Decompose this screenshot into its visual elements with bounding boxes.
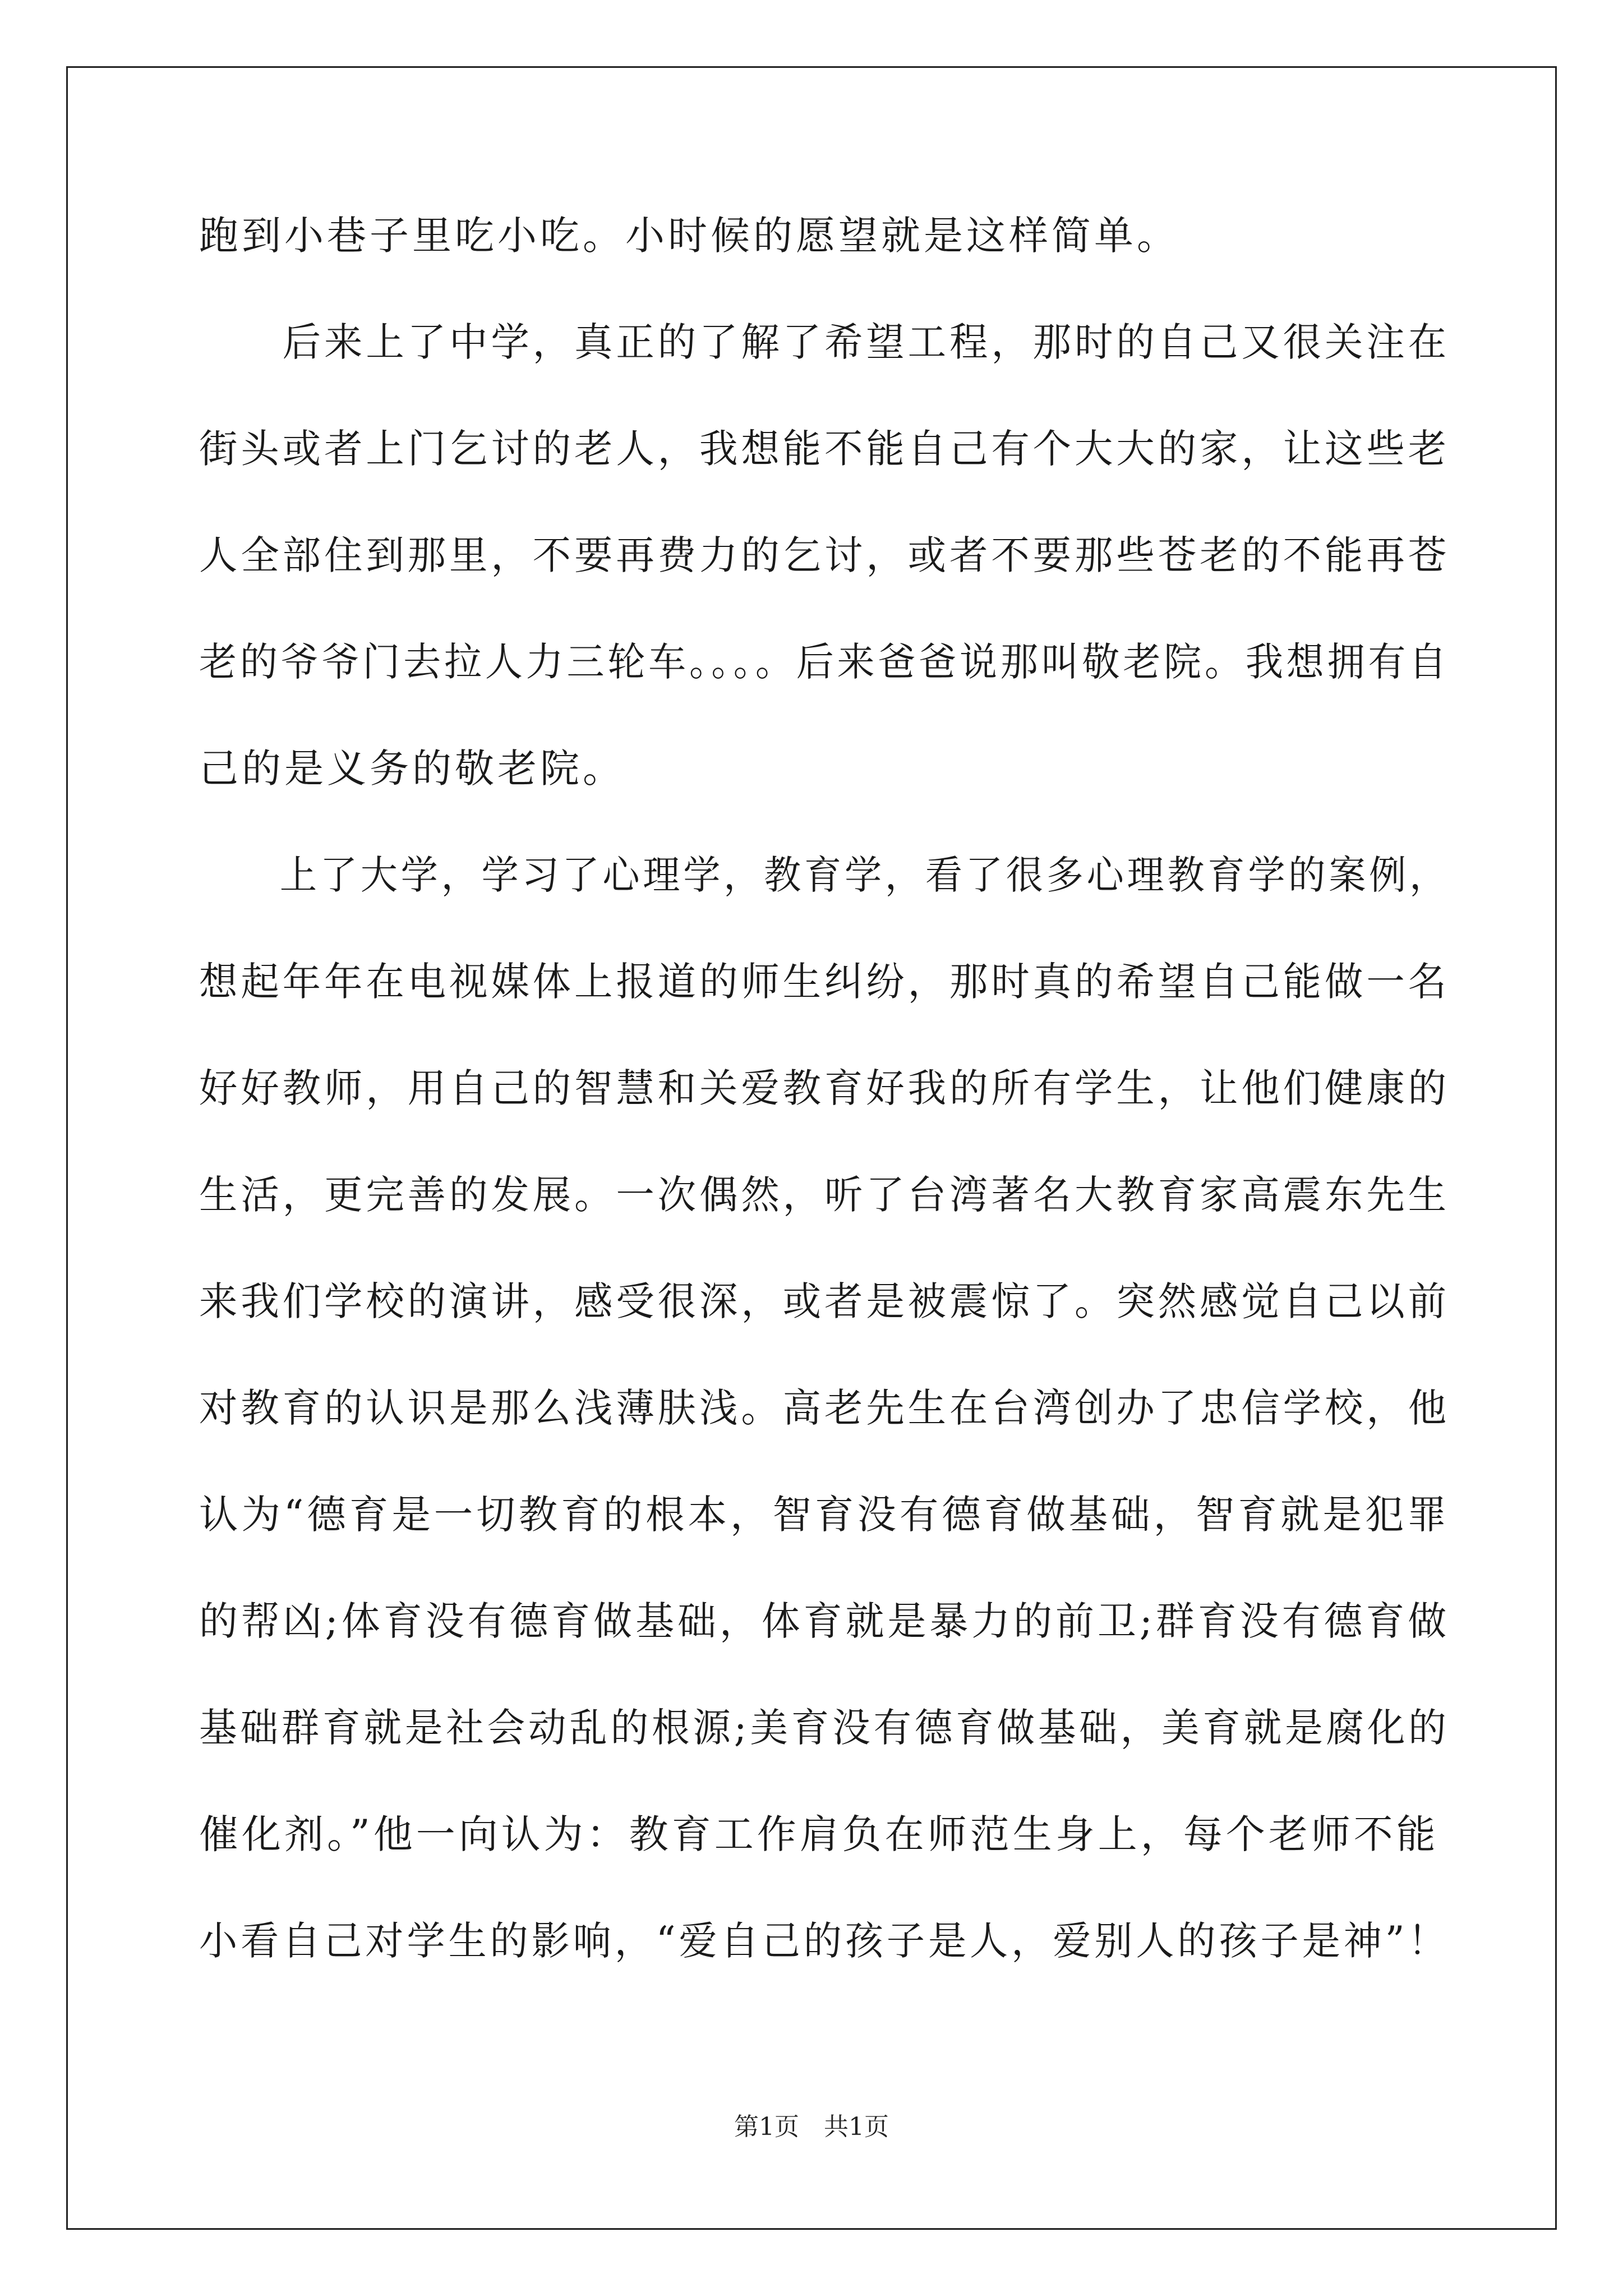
text-line: 己的是义务的敬老院。 xyxy=(199,746,625,792)
text-line: 催化剂。”他一向认为：教育工作肩负在师范生身上，每个老师不能 xyxy=(199,1811,1439,1857)
text-line: 认为“德育是一切教育的根本，智育没有德育做基础，智育就是犯罪 xyxy=(199,1492,1450,1538)
text-line: 老的爷爷门去拉人力三轮车。。。。后来爸爸说那叫敬老院。我想拥有自 xyxy=(199,639,1450,685)
text-line: 跑到小巷子里吃小吃。小时候的愿望就是这样简单。 xyxy=(199,213,1179,259)
text-line: 后来上了中学，真正的了解了希望工程，那时的自己又很关注在 xyxy=(199,319,1450,365)
text-line: 人全部住到那里，不要再费力的乞讨，或者不要那些苍老的不能再苍 xyxy=(199,532,1450,578)
text-line: 好好教师，用自己的智慧和关爱教育好我的所有学生，让他们健康的 xyxy=(199,1065,1450,1111)
text-line: 上了大学，学习了心理学，教育学，看了很多心理教育学的案例， xyxy=(199,852,1450,898)
text-line: 对教育的认识是那么浅薄肤浅。高老先生在台湾创办了忠信学校，他 xyxy=(199,1385,1450,1431)
text-line: 街头或者上门乞讨的老人，我想能不能自己有个大大的家，让这些老 xyxy=(199,426,1450,472)
page-number-footer: 第1页 共1页 xyxy=(734,2113,889,2141)
text-line: 想起年年在电视媒体上报道的师生纠纷，那时真的希望自己能做一名 xyxy=(199,959,1450,1005)
text-line: 生活，更完善的发展。一次偶然，听了台湾著名大教育家高震东先生 xyxy=(199,1172,1450,1218)
text-line: 基础群育就是社会动乱的根源;美育没有德育做基础，美育就是腐化的 xyxy=(199,1705,1450,1751)
text-line: 来我们学校的演讲，感受很深，或者是被震惊了。突然感觉自己以前 xyxy=(199,1278,1450,1324)
page-border xyxy=(66,66,1557,2230)
text-line: 小看自己对学生的影响，“爱自己的孩子是人，爱别人的孩子是神”！ xyxy=(199,1918,1450,1964)
text-line: 的帮凶;体育没有德育做基础，体育就是暴力的前卫;群育没有德育做 xyxy=(199,1598,1450,1644)
